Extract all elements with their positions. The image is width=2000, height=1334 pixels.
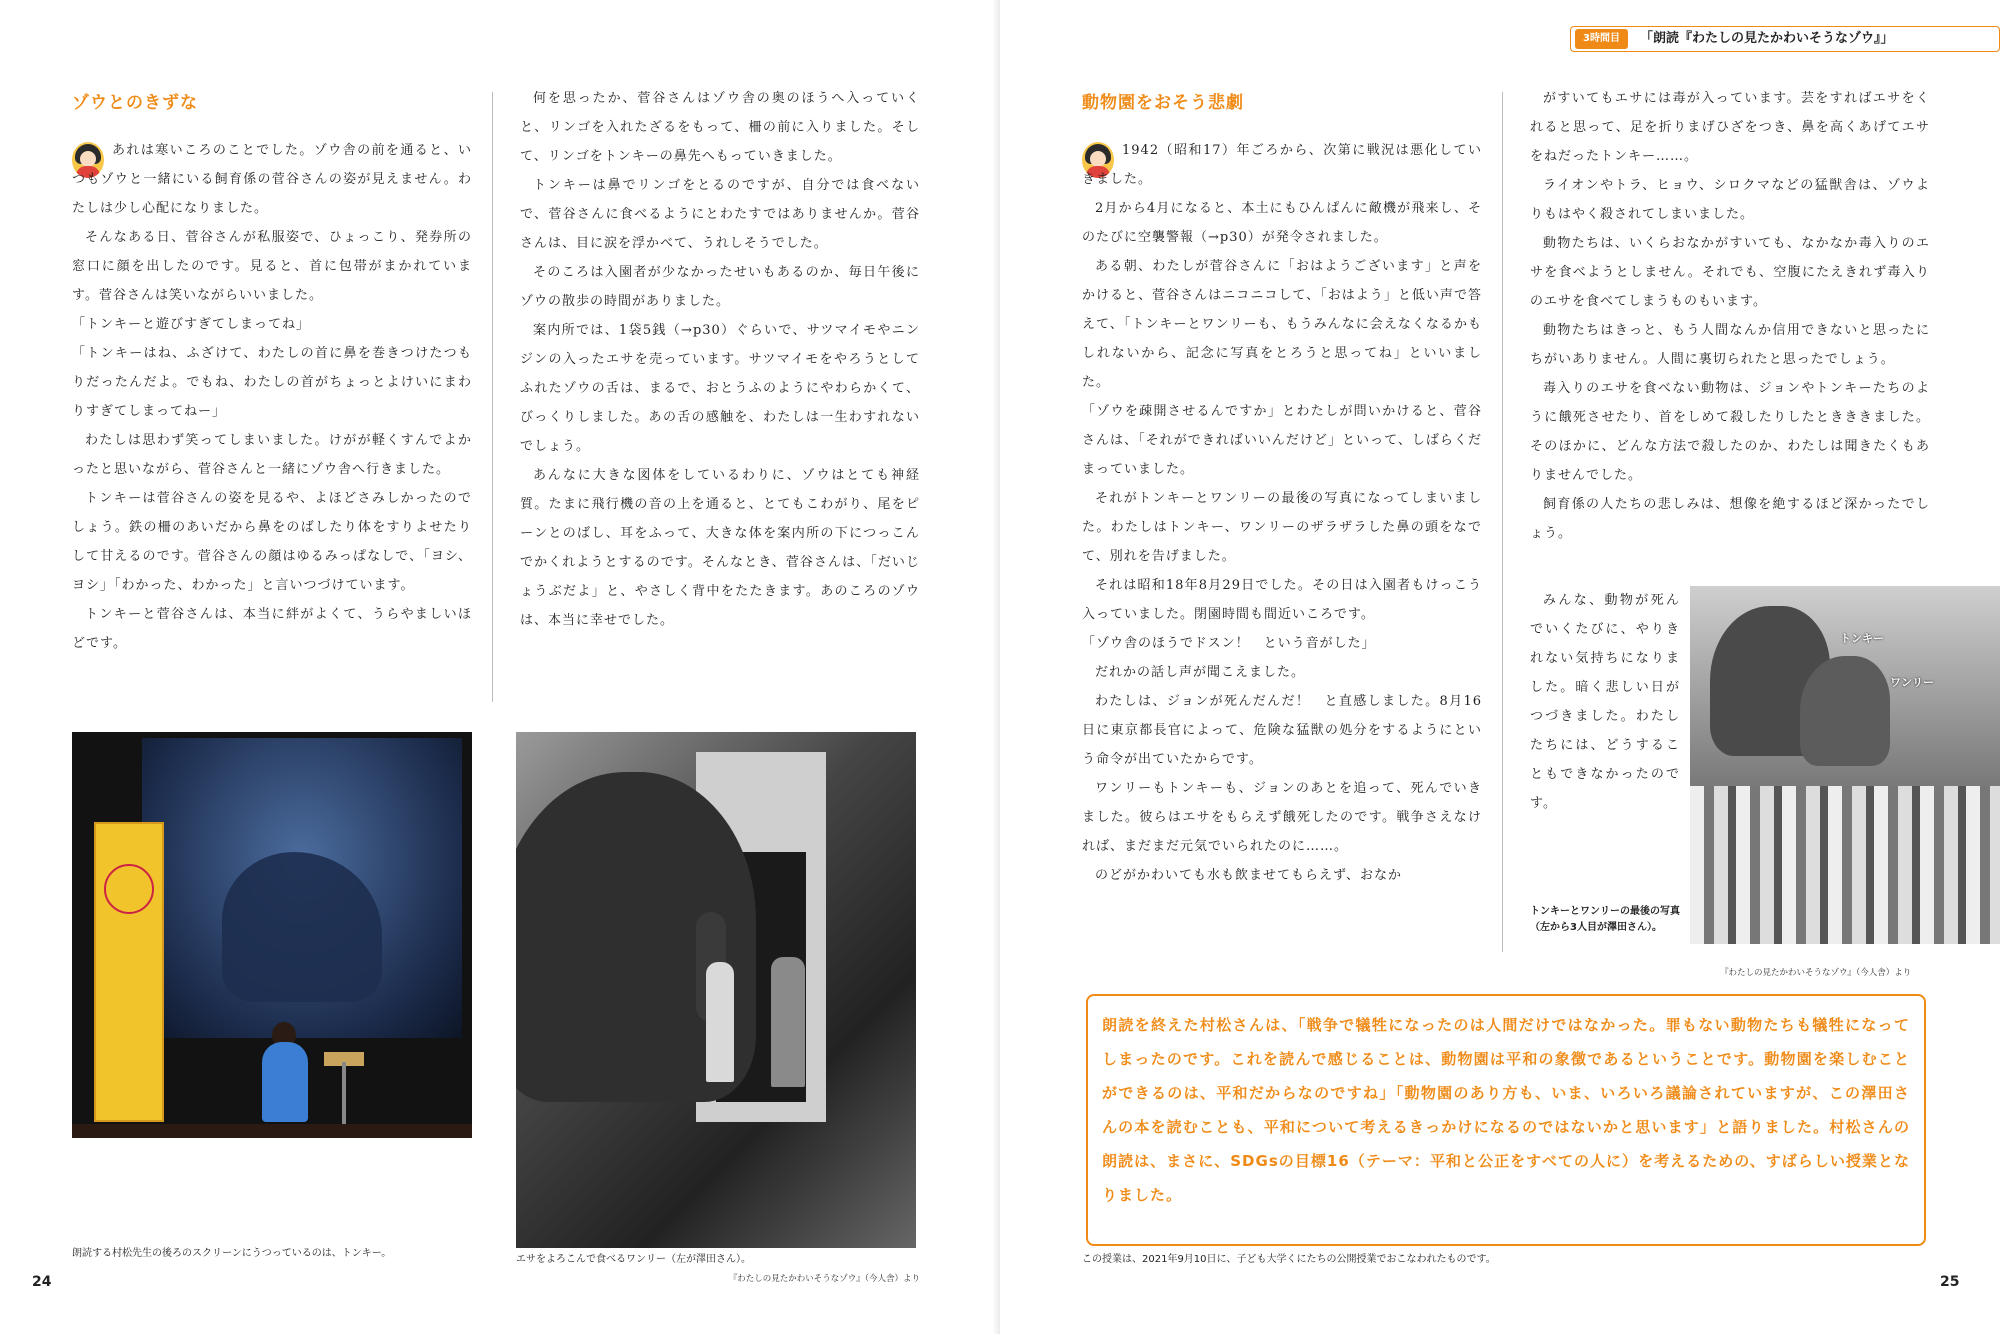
- paragraph: トンキーは鼻でリンゴをとるのですが、自分では食べないで、菅谷さんに食べるようにとわたすではありませんか。菅谷さんは、目に涙を浮かべて、うれしそうでした。: [520, 178, 920, 251]
- paragraph: 「ゾウを疎開させるんですか」とわたしが問いかけると、菅谷さんは、「それができればいいんだけど」といって、しばらくだまっていました。: [1082, 404, 1482, 477]
- right-column-2-lower: [1530, 586, 1680, 818]
- last-photo-of-elephants: [1690, 586, 2000, 944]
- paragraph: ある朝、わたしが菅谷さんに「おはようございます」と声をかけると、菅谷さんはニコニコして、「おはよう」と低い声で答えて、「トンキーとワンリーも、もうみんなに会えなくなるかもしれないから、記念に写真をとろうと思ってね」といいました。: [1082, 259, 1482, 390]
- paragraph: わたしは、ジョンが死んだんだ！ と直感しました。8月16日に東京都長官によって、危険な猛獣の処分をするようにという命令が出ていたからです。: [1082, 694, 1482, 767]
- paragraph: ライオンやトラ、ヒョウ、シロクマなどの猛獣舎は、ゾウよりもはやく殺されてしまいました。: [1530, 178, 1930, 222]
- paragraph: そんなある日、菅谷さんが私服姿で、ひょっこり、発券所の窓口に顔を出したのです。見ると、首に包帯がまかれています。菅谷さんは笑いながらいいました。: [72, 230, 472, 303]
- paragraph: トンキーと菅谷さんは、本当に絆がよくて、うらやましいほどです。: [72, 607, 472, 651]
- footnote: この授業は、2021年9月10日に、子ども大学くにたちの公開授業でおこなわれたものです。: [1082, 1254, 1496, 1265]
- right-column-2: [1530, 84, 1930, 548]
- paragraph: 飼育係の人たちの悲しみは、想像を絶するほど深かったでしょう。: [1530, 497, 1930, 541]
- lesson-title: 「朗読『わたしの見たかわいそうなゾウ』」: [1640, 31, 1894, 46]
- column-divider: [1502, 92, 1503, 952]
- lesson-tag: 3時間目: [1575, 29, 1628, 49]
- page-number-right: 25: [1940, 1274, 1960, 1290]
- photo3-source: 『わたしの見たかわいそうなゾウ』（今人舎）より: [1720, 968, 1912, 978]
- photo1-caption: 朗読する村松先生の後ろのスクリーンにうつっているのは、トンキー。: [72, 1248, 392, 1259]
- paragraph: がすいてもエサには毒が入っています。芸をすればエサをくれると思って、足を折りまげひざをつき、鼻を高くあげてエサをねだったトンキー……。: [1530, 91, 1930, 164]
- photo3-caption: トンキーとワンリーの最後の写真（左から3人目が澤田さん）。: [1530, 906, 1680, 933]
- section-title-right: 動物園をおそう悲劇: [1082, 93, 1244, 113]
- right-column-1: [1082, 136, 1482, 890]
- photo2-caption: エサをよろこんで食べるワンリー（左が澤田さん）。: [516, 1254, 751, 1265]
- paragraph: 動物たちは、いくらおなかがすいても、なかなか毒入りのエサを食べようとしません。それでも、空腹にたえきれず毒入りのエサを食べてしまうものもいます。: [1530, 236, 1930, 309]
- woman-figure: [771, 957, 805, 1087]
- wanly-elephant: [1800, 656, 1890, 766]
- section-title-left: ゾウとのきずな: [72, 93, 198, 113]
- paragraph: 毒入りのエサを食べない動物は、ジョンやトンキーたちのように餓死させたり、首をしめて殺したりしたときききました。そのほかに、どんな方法で殺したのか、わたしは聞きたくもありませんでした。: [1530, 381, 1930, 483]
- group-of-people: [1690, 786, 2000, 944]
- paragraph: みんな、動物が死んでいくたびに、やりきれない気持ちになりました。暗く悲しい日がつづきました。わたしたちには、どうすることもできなかったのです。: [1530, 593, 1680, 811]
- summary-text: 朗読を終えた村松さんは、「戦争で犠牲になったのは人間だけではなかった。罪もない動物たちも犠牲になってしまったのです。これを読んで感じることは、動物園は平和の象徴であるということです。動物園を楽しむことができるのは、平和だからなのですね」「動物園のあり方も、いま、いろいろ議論されていますが、この澤田さんの本を読むことも、平和について考えるきっかけになるのではないかと思います」と語りました。村松さんの朗読は、まさに、SDGsの目標16（テーマ：平和と公正をすべての人に）を考えるための、すばらしい授業となりました。: [1102, 1016, 1910, 1204]
- left-column-2: [520, 84, 920, 635]
- page-number-left: 24: [32, 1274, 52, 1290]
- paragraph: あれは寒いころのことでした。ゾウ舎の前を通ると、いつもゾウと一緒にいる飼育係の菅谷さんの姿が見えません。わたしは少し心配になりました。: [72, 143, 472, 216]
- left-column-1: [72, 136, 472, 658]
- paragraph: 案内所では、1袋5銭（→p30）ぐらいで、サツマイモやニンジンの入ったエサを売っています。サツマイモをやろうとしてふれたゾウの舌は、まるで、おとうふのようにやわらかくて、びっくりしました。あの舌の感触を、わたしは一生わすれないでしょう。: [520, 323, 920, 454]
- paragraph: 「ゾウ舎のほうでドスン！ という音がした」: [1082, 636, 1376, 651]
- paragraph: 1942（昭和17）年ごろから、次第に戦況は悪化していきました。: [1082, 143, 1482, 187]
- paragraph: 「トンキーと遊びすぎてしまってね」: [72, 317, 311, 332]
- paragraph: わたしは思わず笑ってしまいました。けがが軽くすんでよかったと思いながら、菅谷さんと一緒にゾウ舎へ行きました。: [72, 433, 472, 477]
- paragraph: のどがかわいても水も飲ませてもらえず、おなか: [1095, 868, 1402, 883]
- paragraph: あんなに大きな図体をしているわりに、ゾウはとても神経質。たまに飛行機の音の上を通ると、とてもこわがり、尾をピーンとのばし、耳をふって、大きな体を案内所の下につっこんでかくれようとするのです。そんなとき、菅谷さんは、「だいじょうぶだよ」と、やさしく背中をたたきます。あのころのゾウは、本当に幸せでした。: [520, 468, 920, 628]
- summary-box: [1086, 994, 1926, 1246]
- paragraph: そのころは入園者が少なかったせいもあるのか、毎日午後にゾウの散歩の時間がありました。: [520, 265, 920, 309]
- event-banner: [94, 822, 164, 1122]
- woman-figure: [706, 962, 734, 1082]
- paragraph: ワンリーもトンキーも、ジョンのあとを追って、死んでいきました。彼らはエサをもらえず餓死したのです。戦争さえなければ、まだまだ元気でいられたのに……。: [1082, 781, 1482, 854]
- stage-reading-photo: [72, 732, 472, 1138]
- column-divider: [492, 92, 493, 702]
- paragraph: 「トンキーはね、ふざけて、わたしの首に鼻を巻きつけたつもりだったんだよ。でもね、わたしの首がちょっとよけいにまわりすぎてしまってねー」: [72, 346, 472, 419]
- paragraph: 動物たちはきっと、もう人間なんか信用できないと思ったにちがいありません。人間に裏切られたと思ったでしょう。: [1530, 323, 1930, 367]
- paragraph: だれかの話し声が聞こえました。: [1095, 665, 1306, 680]
- paragraph: それがトンキーとワンリーの最後の写真になってしまいました。わたしはトンキー、ワンリーのザラザラした鼻の頭をなでて、別れを告げました。: [1082, 491, 1482, 564]
- paragraph: トンキーは菅谷さんの姿を見るや、よほどさみしかったのでしょう。鉄の柵のあいだから鼻をのばしたり体をすりよせたりして甘えるのです。菅谷さんの顔はゆるみっぱなしで、「ヨシ、ヨシ」「わかった、わかった」と言いつづけています。: [72, 491, 472, 593]
- paragraph: 2月から4月になると、本土にもひんぱんに敵機が飛来し、そのたびに空襲警報（→p30）が発令されました。: [1082, 201, 1482, 245]
- photo2-source: 『わたしの見たかわいそうなゾウ』（今人舎）より: [728, 1274, 920, 1284]
- photo-label-wanly: ワンリー: [1890, 676, 1934, 689]
- paragraph: それは昭和18年8月29日でした。その日は入園者もけっこう入っていました。閉園時間も間近いころです。: [1082, 578, 1482, 622]
- elephant-feeding-photo: [516, 732, 916, 1248]
- photo-label-tonky: トンキー: [1840, 632, 1884, 645]
- reader-figure: [262, 1042, 308, 1122]
- paragraph: 何を思ったか、菅谷さんはゾウ舎の奥のほうへ入っていくと、リンゴを入れたざるをもって、柵の前に入りました。そして、リンゴをトンキーの鼻先へもっていきました。: [520, 91, 920, 164]
